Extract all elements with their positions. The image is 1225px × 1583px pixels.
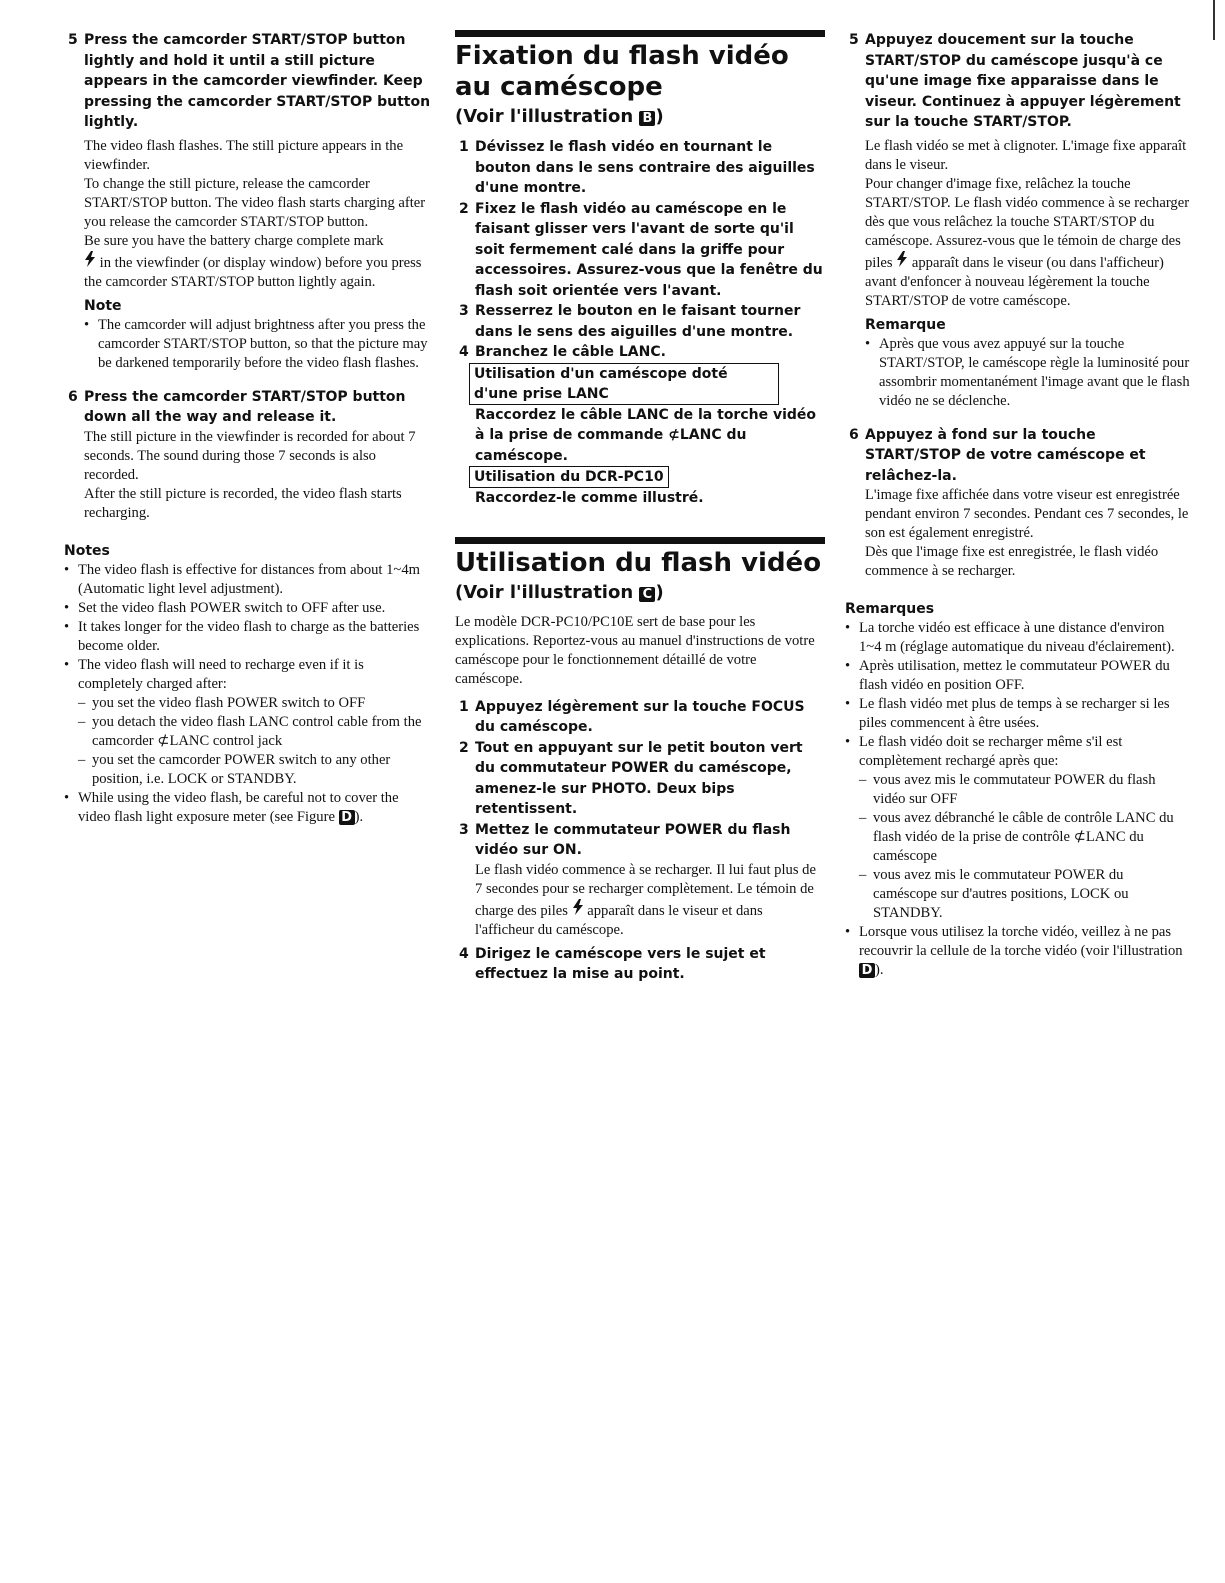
- step-5-text-2: To change the still picture, release the camcorder START/STOP button. The video flash starts charging after you release the camcorder START/STOP button.: [84, 175, 426, 230]
- notes-subitem: – you set the video flash POWER switch to OFF: [78, 694, 432, 713]
- use-step-4: 4 Dirigez le caméscope vers le sujet et effectuez la mise au point.: [459, 945, 766, 982]
- use-step-2: 2 Tout en appuyant sur le petit bouton vert du commutateur POWER du caméscope, amenez-le sur PHOTO. Deux bips retentissent.: [459, 739, 803, 817]
- use-step-1: 1 Appuyez légèrement sur la touche FOCUS du caméscope.: [459, 698, 805, 735]
- notes-item: • Set the video flash POWER switch to OFF after use.: [64, 599, 432, 618]
- figure-d-badge: D: [339, 810, 355, 825]
- fix-step-3: 3 Resserrez le bouton en le faisant tourner dans le sens des aiguilles d'une montre.: [459, 303, 801, 340]
- remarques-item: • Le flash vidéo met plus de temps à se recharger si les piles commencent à être usées.: [845, 695, 1190, 733]
- remarques-item: • La torche vidéo est efficace à une distance d'environ 1~4 m (réglage automatique du niveau d'éclairement).: [845, 619, 1190, 657]
- section-rule: [455, 30, 825, 37]
- remarques-subitem: – vous avez mis le commutateur POWER du flash vidéo sur OFF: [859, 771, 1190, 809]
- remarques-item: • Après utilisation, mettez le commutateur POWER du flash vidéo en position OFF.: [845, 657, 1190, 695]
- notes-subitem: – you detach the video flash LANC control cable from the camcorder ⊄LANC control jack: [78, 713, 432, 751]
- section-rule: [455, 537, 825, 544]
- note-heading: Note: [84, 297, 122, 314]
- english-column: [64, 30, 432, 827]
- notes-item: • The video flash is effective for distances from about 1~4m (Automatic light level adjustment).: [64, 561, 432, 599]
- step-6-text-1: The still picture in the viewfinder is recorded for about 7 seconds. The sound during those 7 seconds is also recorded.: [84, 428, 416, 483]
- fr-step-6-text-1: L'image fixe affichée dans votre viseur est enregistrée pendant environ 7 secondes. Pendant ces 7 secondes, le son est également enregistré.: [865, 487, 1189, 541]
- notes-item: • The video flash will need to recharge even if it is completely charged after:: [64, 656, 432, 694]
- step-6-text-2: After the still picture is recorded, the video flash starts recharging.: [84, 485, 402, 521]
- figure-b-badge: B: [639, 111, 655, 126]
- fix-step-2: 2 Fixez le flash vidéo au caméscope en le faisant glisser vers l'avant de sorte qu'il soit fermement calé dans la griffe pour accessoires. Assurez-vous que la fenêtre du flash soit orientée vers l'avant.: [459, 200, 823, 299]
- french-column-2: [845, 30, 1190, 980]
- step-6-heading: 6 Press the camcorder START/STOP button down all the way and release it.: [68, 388, 406, 425]
- figure-c-badge: C: [639, 587, 655, 602]
- step-5-text-3: Be sure you have the battery charge complete mark in the viewfinder (or display window) before you press the camcorder START/STOP button lightly again.: [84, 232, 422, 290]
- lanc-camcorder-text: Raccordez le câble LANC de la torche vidéo à la prise de commande ⊄LANC du caméscope.: [475, 406, 817, 464]
- figure-d-badge: D: [859, 963, 875, 978]
- dcr-pc10-box: Utilisation du DCR-PC10: [469, 466, 669, 488]
- notes-heading: Notes: [64, 542, 110, 559]
- section-subtitle-utilisation: (Voir l'illustration C ): [455, 581, 664, 603]
- fr-step-6-text-2: Dès que l'image fixe est enregistrée, le flash vidéo commence à se recharger.: [865, 544, 1159, 579]
- section-subtitle-fixation: (Voir l'illustration B ): [455, 106, 664, 127]
- remarque-item: • Après que vous avez appuyé sur la touche START/STOP, le caméscope règle la luminosité pour assombrir momentanément l'image avant que le flash vidéo ne se déclenche.: [865, 335, 1190, 411]
- fix-step-4: 4 Branchez le câble LANC.: [459, 344, 666, 360]
- fr-step-5-heading: 5 Appuyez doucement sur la touche START/STOP du caméscope jusqu'à ce qu'une image fixe apparaisse dans le viseur. Continuez à appuyer légèrement sur la touche START/STOP.: [849, 32, 1181, 130]
- page-edge-mark: [1213, 0, 1215, 40]
- use-step-3-text: Le flash vidéo commence à se recharger. Il lui faut plus de 7 secondes pour se recharger complètement. Le témoin de charge des piles apparaît dans le viseur et dans l'afficheur du caméscope.: [475, 861, 816, 938]
- fr-step-6-heading: 6 Appuyez à fond sur la touche START/STOP de votre caméscope et relâchez-la.: [849, 426, 1146, 484]
- fr-step-5-text-2: Pour changer d'image fixe, relâchez la touche START/STOP. Le flash vidéo commence à se recharger dès que vous relâchez la touche START/STOP du caméscope. Assurez-vous que le témoin de charge des piles apparaît dans le viseur (ou dans l'afficheur) avant d'enfoncer à nouveau légèrement la touche START/STOP de votre caméscope.: [865, 175, 1190, 309]
- step-5-heading: 5 Press the camcorder START/STOP button lightly and hold it until a still picture appears in the camcorder viewfinder. Keep pressing the camcorder START/STOP button lightly.: [68, 32, 431, 130]
- lanc-camcorder-box: Utilisation d'un caméscope doté d'une prise LANC: [469, 363, 779, 405]
- note-item: • The camcorder will adjust brightness after you press the camcorder START/STOP button, so that the picture may be darkened temporarily before the video flash flashes.: [84, 316, 432, 373]
- french-column-1: [455, 30, 825, 985]
- notes-item-last: • While using the video flash, be careful not to cover the video flash light exposure meter (see Figure D ).: [64, 789, 432, 827]
- intro-paragraph: Le modèle DCR-PC10/PC10E sert de base pour les explications. Reportez-vous au manuel d'instructions de votre caméscope pour le fonctionnement détaillé de votre caméscope.: [455, 613, 815, 687]
- remarques-item: • Le flash vidéo doit se recharger même s'il est complètement rechargé après que:: [845, 733, 1190, 771]
- fix-step-1: 1 Dévissez le flash vidéo en tournant le bouton dans le sens contraire des aiguilles d'une montre.: [459, 139, 815, 196]
- lightning-bolt-icon: [572, 899, 584, 915]
- remarques-subitem: – vous avez débranché le câble de contrôle LANC du flash vidéo de la prise de contrôle ⊄LANC du caméscope: [859, 809, 1190, 866]
- lightning-bolt-icon: [896, 251, 908, 267]
- section-title-fixation: Fixation du flash vidéo au caméscope: [455, 41, 789, 102]
- remarques-item-last: • Lorsque vous utilisez la torche vidéo, veillez à ne pas recouvrir la cellule de la torche vidéo (voir l'illustration D ).: [845, 923, 1190, 980]
- notes-item: • It takes longer for the video flash to charge as the batteries become older.: [64, 618, 432, 656]
- remarque-heading: Remarque: [865, 316, 946, 333]
- dcr-pc10-text: Raccordez-le comme illustré.: [475, 490, 704, 506]
- section-title-utilisation: Utilisation du flash vidéo: [455, 547, 822, 578]
- step-5-text-1: The video flash flashes. The still picture appears in the viewfinder.: [84, 137, 404, 173]
- notes-subitem: – you set the camcorder POWER switch to any other position, i.e. LOCK or STANDBY.: [78, 751, 432, 789]
- fr-step-5-text-1: Le flash vidéo se met à clignoter. L'image fixe apparaît dans le viseur.: [865, 137, 1187, 173]
- remarques-subitem: – vous avez mis le commutateur POWER du caméscope sur d'autres positions, LOCK ou STANDBY.: [859, 866, 1190, 923]
- lightning-bolt-icon: [84, 251, 96, 267]
- use-step-3: 3 Mettez le commutateur POWER du flash vidéo sur ON.: [459, 821, 791, 858]
- remarques-heading: Remarques: [845, 601, 935, 617]
